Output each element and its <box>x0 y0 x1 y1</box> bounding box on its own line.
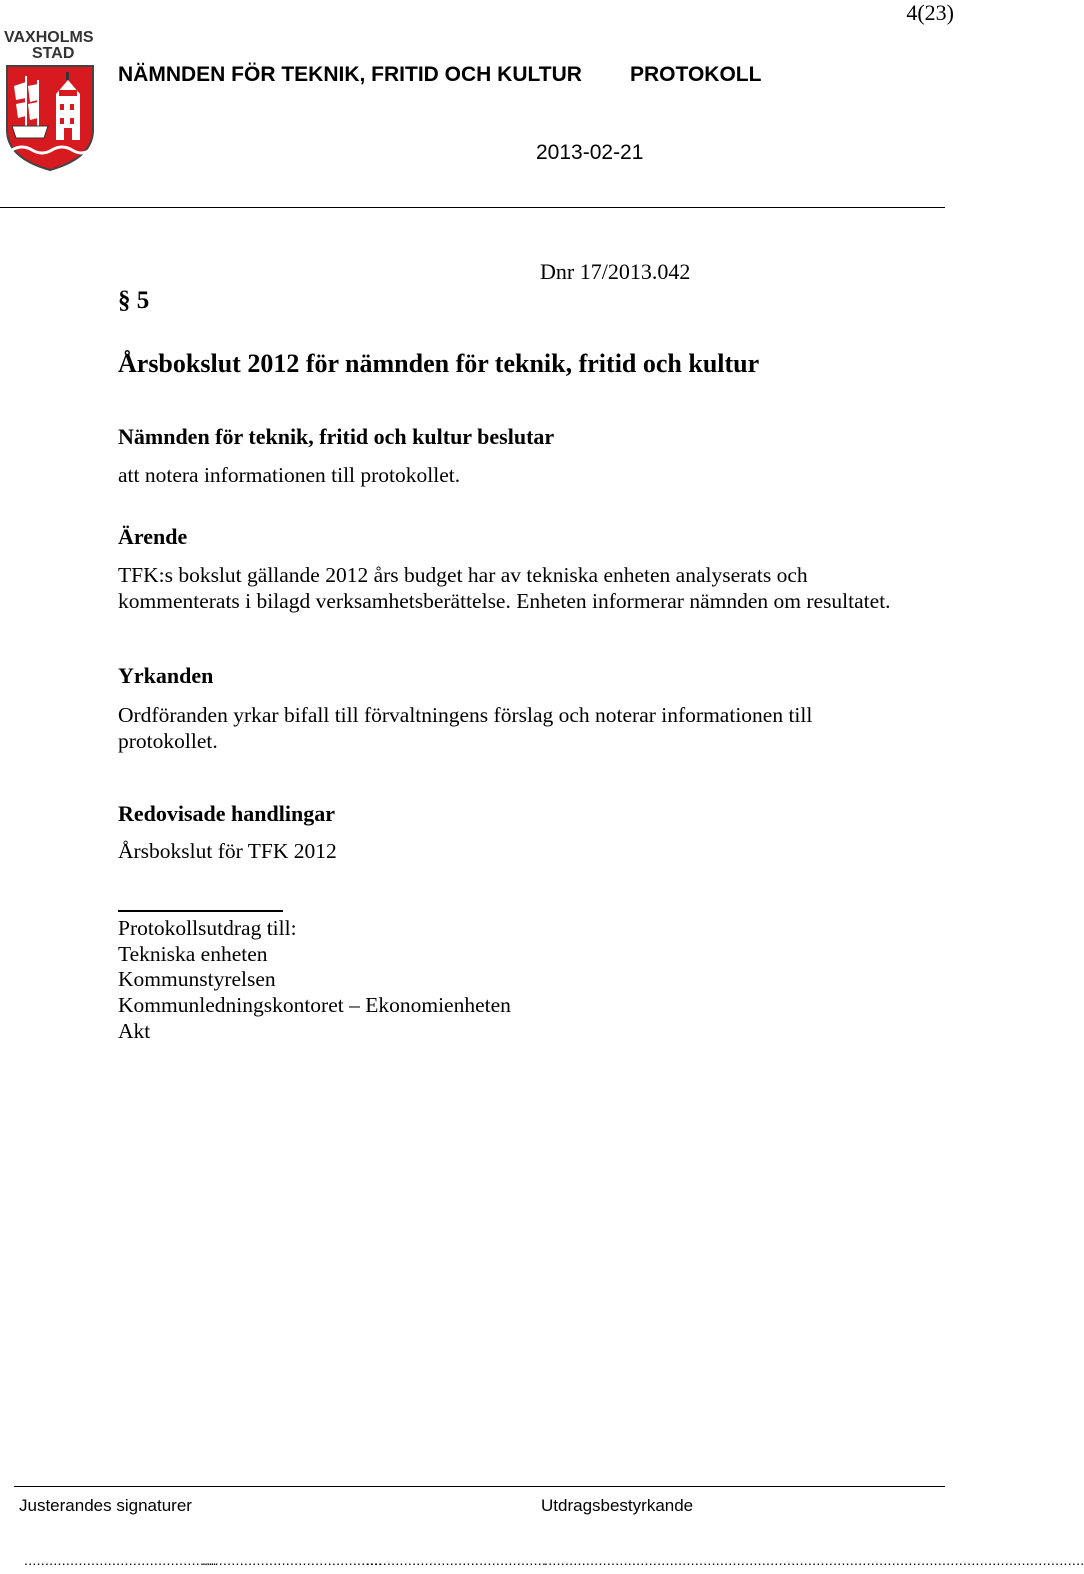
extract-list <box>118 916 511 1045</box>
extract-recipient: Akt <box>118 1018 151 1043</box>
logo-line-1: VAXHOLMS <box>4 29 94 46</box>
signature-line: .............................................. <box>24 1552 217 1568</box>
signature-line: ........................................... <box>366 1552 547 1568</box>
document-item: Årsbokslut för TFK 2012 <box>118 839 337 863</box>
decision-heading: Nämnden för teknik, fritid och kultur beslutar <box>118 424 555 449</box>
extract-recipient: Kommunledningskontoret – Ekonomienheten <box>118 993 511 1018</box>
committee-name: NÄMNDEN FÖR TEKNIK, FRITID OCH KULTUR <box>118 63 582 86</box>
signatures-label: Justerandes signaturer <box>19 1496 192 1515</box>
motions-heading: Yrkanden <box>118 663 214 688</box>
item-title: Årsbokslut 2012 för nämnden för teknik, fritid och kultur <box>118 349 760 378</box>
signature-line: ........................................... <box>202 1552 383 1568</box>
decision-text: att notera informationen till protokollet. <box>118 463 461 487</box>
certification-label: Utdragsbestyrkande <box>541 1496 694 1515</box>
paragraph-number: § 5 <box>118 287 150 314</box>
document-type: PROTOKOLL <box>630 63 762 86</box>
extract-label: Protokollsutdrag till: <box>118 916 297 940</box>
logo-line-2: STAD <box>32 45 75 62</box>
municipality-logo <box>4 30 100 177</box>
logo-wordmark <box>4 30 100 62</box>
documents-heading: Redovisade handlingar <box>118 801 335 826</box>
footer-divider <box>14 1486 945 1487</box>
extract-divider <box>118 910 283 912</box>
header-divider <box>0 207 945 208</box>
certification-line: ................................................................................................................................. <box>544 1552 1084 1568</box>
case-text: TFK:s bokslut gällande 2012 års budget har av tekniska enheten analyserats och kommenterats i bilagd verksamhetsberättelse. Enheten informerar nämnden om resultatet. <box>118 563 891 613</box>
extract-recipient: Tekniska enheten <box>118 941 268 966</box>
case-heading: Ärende <box>118 524 188 549</box>
extract-recipient: Kommunstyrelsen <box>118 967 276 992</box>
motions-text: Ordföranden yrkar bifall till förvaltningens förslag och noterar informationen till protokollet. <box>118 703 813 753</box>
page-number: 4(23) <box>906 0 954 25</box>
meeting-date: 2013-02-21 <box>536 141 644 164</box>
coat-of-arms-icon <box>4 64 96 172</box>
case-number: Dnr 17/2013.042 <box>540 259 691 284</box>
